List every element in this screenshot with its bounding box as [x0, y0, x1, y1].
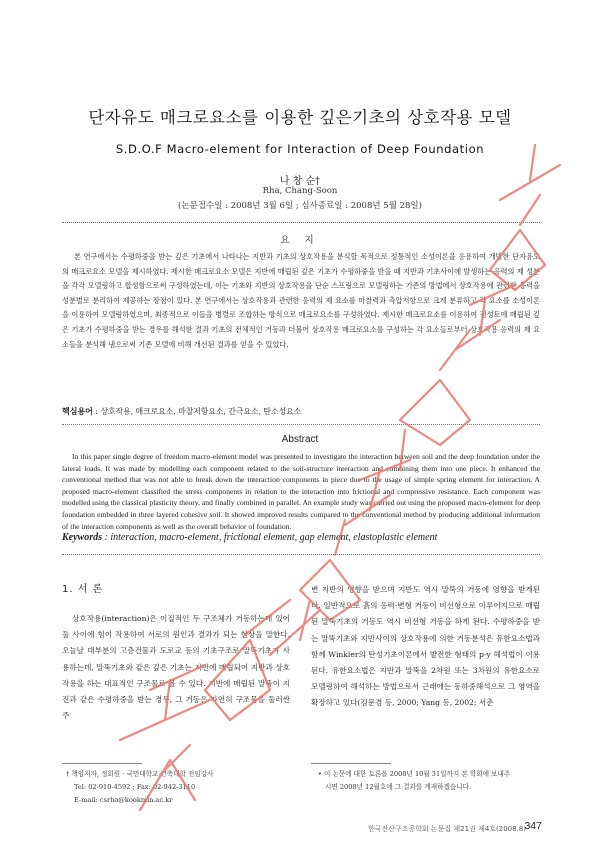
- footnote-author: [66, 768, 290, 806]
- page-number: 347: [524, 820, 542, 832]
- divider-bottom: [62, 554, 540, 555]
- keywords-korean-label: 핵심용어: [62, 407, 93, 416]
- title-english: S.D.O.F Macro-element for Interaction of Deep Foundation: [115, 142, 485, 156]
- submission-dates: (논문접수일 : 2008년 3월 6일 ; 심사종료일 : 2008년 5월 28일): [178, 201, 422, 211]
- column-right: [311, 582, 540, 712]
- abstract-korean-heading: 요 지: [280, 235, 320, 246]
- footnote-line: Tel: 02-910-4592 ; Fax: 02-942-3110: [74, 782, 196, 791]
- journal-citation: 한국전산구조공학회 논문집 제21권 제4호(2008.8): [367, 825, 526, 833]
- title-korean: 단자유도 매크로요소를 이용한 깊은기초의 상호작용 모델: [88, 108, 512, 127]
- footnote-rule-left: [62, 763, 142, 764]
- footnote-line: • 이 논문에 대한 토론을 2008년 10월 31일까지 본 학회에 보내주: [318, 770, 511, 778]
- divider-top: [62, 222, 540, 223]
- keywords-korean-text: : 상호작용, 매크로요소, 마찰저항요소, 간극요소, 탄소성요소: [92, 407, 302, 416]
- abstract-english-text: In this paper single degree of freedom macro-element model was presented to investigate the interaction between soil and the deep foundation under the lateral loads. It was made by modelling each component related to the soil-structure interaction and combining them into one piece. It enhanced the conventional method that was not able to break down the interaction components in piece due to the usage of simple spring element for interaction. A proposed macro-element classified the stress components in relation to the interaction into frictional and compressive resistance. Each component was modelled using the classical plasticity theory, and finally combined in parallel. An example study was carried out using the proposed macro-element for deep foundation embedded in three layered cohesive soil. It showed improved results compared to the conventional method by producing additional information of the interaction components as well as the overall behavior of foundation.: [62, 452, 540, 531]
- body-text-right: 변 지반의 영향을 받으며 지반도 역시 말뚝의 거동에 영향을 받게된다. 일반적으로 흙의 응력-변형 거동이 비선형으로 이루어지므로 매립된 말뚝기초의 거동도 역시 비선형 거동을 하게 된다. 수평하중을 받는 말뚝기초와 지반사이의 상호작용에 의한 거동분석은 유한요소법과 함께 Winkler의 탄성기초이론에서 발전한 형태의 p-y 해석법이 이용된다. 유한요소법은 지반과 말뚝을 2차원 또는 3차원의 유한요소로 모델링하여 해석하는 방법으로서 근래에는 동하중해석으로 그 영역을 확장하고 있다(김문겸 등, 2000; Yang 등, 2002; 서춘: [311, 585, 540, 708]
- abstract-english-heading: Abstract: [281, 434, 319, 445]
- divider-mid: [62, 424, 540, 425]
- footnote-line: 시면 2008년 12월호에 그 결과를 게재하겠습니다.: [325, 782, 472, 791]
- author-korean: 나 창 순†: [279, 176, 321, 187]
- author-english: Rha, Chang-Soon: [262, 186, 338, 196]
- body-text-left: 상호작용(interaction)은 이질적인 두 구조체가 거동하는데 있어 둘 사이에 힘이 작용하여 서로의 원인과 결과가 되는 현상을 말한다. 오늘날 대부분의 고층건물과 도로교 등의 기초구조로 말뚝기초가 사용하는데, 말뚝기초와 같은 깊은 기초는 지반에 매립되어 지반과 상호작용을 하는 대표적인 구조물로 볼 수 있다. 지반에 매립된 말뚝이 지진과 같은 수평하중을 받는 경우, 그 거동은 자연히 구조물을 둘러싼 주: [62, 614, 290, 721]
- keywords-english-text: : interaction, macro-element, frictional element, gap element, elastoplastic element: [102, 532, 438, 543]
- footnote-email: E-mail: csrha@kookmin.ac.kr: [74, 795, 173, 804]
- keywords-english: [62, 532, 540, 543]
- footnote-rule-right: [311, 763, 391, 764]
- section-heading-introduction: 1. 서 론: [62, 584, 104, 595]
- keywords-english-label: Keywords: [62, 532, 102, 543]
- keywords-korean: [62, 406, 540, 417]
- column-left: [62, 580, 290, 724]
- abstract-korean-text: 본 연구에서는 수평하중을 받는 깊은 기초에서 나타나는 지반과 기초의 상호작용을 분석할 목적으로 정통적인 소성이론을 응용하여 개발한 단자유도의 매크로요소 모델을 제시하였다. 제시한 매크로요소 모델은 지반에 매립된 깊은 기초가 수평하중을 받을 때 지반과 기초사이에 발생하는 응력의 제 성분을 각각 모델링하고 합성함으로써 구성하였는데, 이는 기초와 지반의 상호작용을 단순 스프링으로 모델링하는 기존의 방법에서 상호작용에 관련한 응력을 성분별로 분리하여 제공하는 장점이 있다. 본 연구에서는 상호작용과 관련한 응력의 제 요소를 마찰력과 측압저항으로 크게 분류하고 각 요소를 소성이론을 이용하여 모델링하였으며, 최종적으로 이들을 병렬로 조합하는 방식으로 매크로요소를 구성하였다. 제시한 매크로요소를 이용하여 점성토에 매립된 깊은 기초가 수평하중을 받는 경우를 해석한 결과 기초의 전체적인 거동과 더불어 상호작용 매크로요소를 구성하는 각 요소들로부터 상호작용 응력의 제 요소들을 분석해 냄으로써 기존 모델에 비해 개선된 결과를 얻을 수 있었다.: [62, 252, 540, 349]
- footnote-discussion: [318, 768, 540, 794]
- footnote-line: † 책임저자, 정회원 · 국민대학교 건축대학 전임강사: [66, 770, 214, 778]
